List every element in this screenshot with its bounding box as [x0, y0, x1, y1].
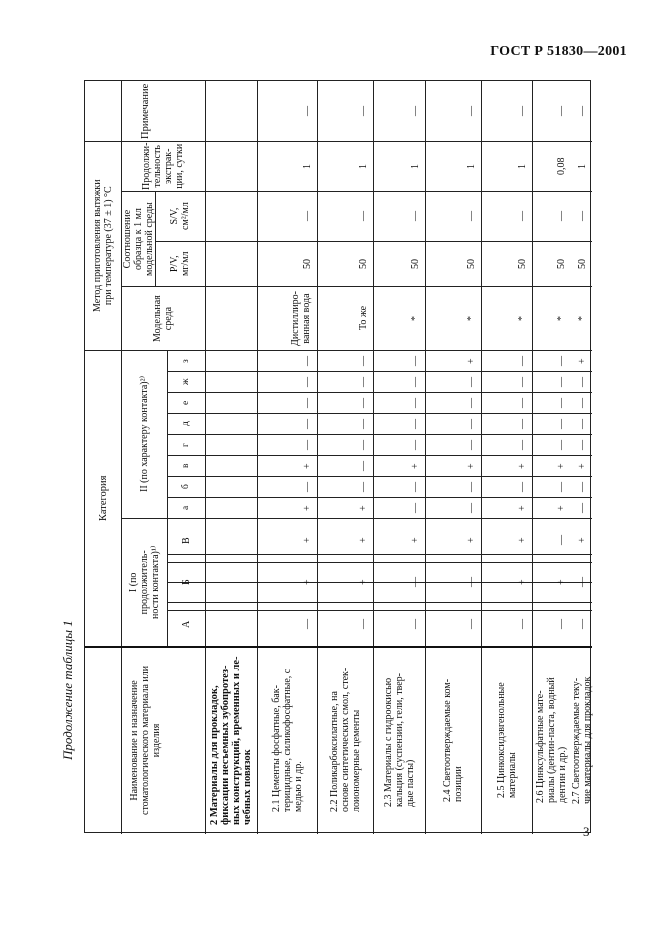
category-mark: —	[465, 439, 477, 450]
row-medium	[577, 316, 588, 321]
rule	[317, 81, 318, 834]
row-name-line: дентин и др.)	[557, 746, 568, 803]
category-i-header	[128, 545, 161, 618]
category-mark: —	[465, 619, 477, 629]
category-ii-header: II (по характеру контакта)²⁾	[138, 375, 150, 492]
row-duration: 0,08	[555, 157, 567, 175]
category-mark: —	[409, 418, 421, 429]
rule	[167, 476, 592, 477]
rule	[167, 392, 592, 393]
category-mark: —	[576, 397, 588, 408]
row-sv: —	[301, 211, 313, 221]
category-header: Категория	[97, 475, 109, 521]
row-sv: —	[409, 211, 421, 221]
category-mark: +	[357, 504, 369, 511]
row-duration: 1	[301, 163, 313, 169]
row-name-line: 2.1 Цементы фосфатные, бак-	[270, 684, 282, 812]
category-mark: —	[516, 355, 528, 366]
category-mark: —	[409, 397, 421, 408]
category-mark: —	[357, 397, 369, 408]
row-note: —	[576, 106, 588, 116]
row-duration: 1	[357, 163, 369, 169]
name-column-header-line: изделия	[150, 723, 162, 757]
ratio-header-line: модельной среды	[143, 201, 155, 276]
row-medium	[466, 316, 477, 321]
medium-header	[152, 295, 174, 342]
rule	[167, 610, 592, 611]
note-header: Примечание	[139, 83, 151, 139]
cat1-sub-Б: Б	[180, 579, 192, 585]
category-mark: —	[516, 397, 528, 408]
category-mark: —	[555, 355, 567, 366]
rule	[167, 562, 592, 563]
row-name-line: 2.3 Материалы с гидроокисью	[382, 677, 394, 807]
row-duration: 1	[516, 163, 528, 169]
category-i-header-line: ности контакта)¹⁾	[149, 545, 161, 619]
pv-header-line: P/V,	[169, 255, 180, 273]
category-mark: —	[465, 376, 477, 387]
row-pv: 50	[555, 258, 567, 269]
category-mark: —	[576, 418, 588, 429]
pv-header	[169, 251, 191, 276]
category-mark: —	[576, 619, 588, 629]
rule	[167, 554, 592, 555]
rule	[205, 81, 206, 834]
rule	[373, 81, 374, 834]
section-2-heading-line: фиксации несъемных зубопротез-	[220, 665, 231, 825]
cat2-sub: а	[180, 505, 191, 510]
row-name	[535, 677, 568, 803]
rule	[167, 371, 592, 372]
row-medium-line: То же	[357, 305, 369, 330]
category-mark: +	[576, 462, 588, 469]
row-note: —	[409, 106, 421, 116]
category-mark: —	[357, 619, 369, 629]
row-name-line: материалы	[506, 752, 518, 798]
category-mark: —	[301, 397, 313, 408]
row-medium	[556, 316, 567, 321]
row-name	[383, 673, 416, 807]
row-sv: —	[465, 211, 477, 221]
category-mark: —	[516, 481, 528, 492]
category-mark: —	[357, 376, 369, 387]
sv-header-line: S/V,	[169, 207, 180, 225]
row-medium-line: *	[576, 315, 588, 321]
rule	[167, 455, 592, 456]
rule	[167, 602, 592, 603]
category-mark: +	[465, 537, 477, 543]
row-sv: —	[357, 211, 369, 221]
category-mark: +	[576, 537, 588, 543]
category-mark: +	[516, 579, 528, 585]
category-mark: —	[516, 376, 528, 387]
sv-header-line: см²/мл	[180, 202, 191, 230]
category-mark: +	[516, 504, 528, 511]
category-mark: —	[409, 577, 421, 587]
row-medium-line: ванная вода	[301, 292, 312, 344]
category-mark: —	[516, 619, 528, 629]
row-medium	[358, 306, 369, 330]
rule	[167, 497, 592, 498]
category-mark: —	[576, 439, 588, 450]
category-mark: —	[555, 418, 567, 429]
rule	[155, 241, 592, 242]
category-mark: +	[465, 462, 477, 469]
row-sv: —	[555, 211, 567, 221]
row-pv: 50	[357, 258, 369, 269]
category-mark: —	[555, 376, 567, 387]
rule	[257, 81, 258, 834]
table-caption: Продолжение таблицы 1	[60, 620, 75, 760]
rule	[425, 81, 426, 834]
row-name-line: 2.7 Светоотверждаемые теку-	[570, 677, 582, 804]
rule	[155, 191, 156, 286]
row-name-line: риалы (дентин-паста, водный	[546, 677, 557, 803]
category-mark: —	[409, 376, 421, 387]
category-mark: —	[576, 481, 588, 492]
row-name	[329, 668, 362, 812]
row-duration: 1	[409, 163, 421, 169]
section-2-heading-line: ных конструкций, временных и ле-	[231, 655, 242, 825]
row-pv: 50	[465, 258, 477, 269]
name-column-header	[129, 665, 162, 814]
category-i-header-line: I (по	[127, 572, 139, 592]
category-mark: +	[555, 504, 567, 511]
row-name	[442, 678, 464, 801]
row-sv: —	[516, 211, 528, 221]
pv-header-line: мг/мл	[180, 251, 191, 276]
category-mark: —	[357, 460, 369, 471]
ratio-header	[122, 202, 155, 276]
category-mark: —	[555, 535, 567, 545]
section-2-heading	[209, 656, 253, 825]
cat2-sub: ж	[180, 378, 191, 385]
cat2-sub: е	[180, 400, 191, 405]
row-medium	[290, 291, 312, 346]
rule	[121, 286, 592, 287]
row-name	[496, 682, 518, 798]
category-mark: +	[301, 462, 313, 469]
category-mark: —	[516, 418, 528, 429]
row-sv: —	[576, 211, 588, 221]
row-name	[571, 676, 593, 803]
table-1-continuation	[84, 80, 591, 833]
category-mark: +	[409, 537, 421, 543]
row-medium	[517, 316, 528, 321]
category-mark: —	[409, 619, 421, 629]
category-mark: —	[301, 376, 313, 387]
category-mark: —	[555, 481, 567, 492]
row-name-line: дые пасты)	[404, 759, 416, 807]
category-mark: —	[576, 502, 588, 513]
duration-header	[141, 142, 185, 189]
row-name-line: позиции	[453, 765, 464, 802]
category-mark: +	[576, 357, 588, 364]
row-name-line: 2.2 Поликарбоксилатные, на	[328, 691, 340, 812]
page-number: 3	[583, 824, 590, 839]
rule	[121, 350, 122, 646]
category-mark: —	[357, 439, 369, 450]
duration-header-line: ции, сутки	[174, 143, 185, 189]
rule	[532, 81, 533, 834]
standard-number: ГОСТ Р 51830—2001	[490, 44, 627, 59]
category-mark: —	[357, 481, 369, 492]
rule	[85, 350, 592, 351]
row-name-line: основе синтетических смол, стек-	[339, 667, 351, 812]
category-mark: —	[555, 397, 567, 408]
rule	[85, 646, 592, 648]
row-name	[271, 668, 304, 811]
rule	[167, 413, 592, 414]
category-mark: —	[465, 481, 477, 492]
category-mark: +	[555, 579, 567, 585]
rule	[481, 81, 482, 834]
category-mark: —	[409, 355, 421, 366]
duration-header-line: экстрак-	[163, 148, 174, 184]
category-mark: —	[409, 502, 421, 513]
cat2-sub: в	[180, 463, 191, 468]
row-duration: 1	[576, 163, 588, 169]
category-mark: —	[357, 418, 369, 429]
method-header	[92, 179, 114, 312]
category-mark: —	[301, 418, 313, 429]
cat2-sub: з	[180, 358, 191, 363]
row-name-line: медью и др.	[292, 760, 304, 812]
cat2-sub: д	[180, 421, 191, 426]
category-mark: —	[409, 481, 421, 492]
category-mark: —	[465, 577, 477, 587]
method-header-line: Метод приготовления вытяжки	[92, 179, 103, 312]
category-mark: —	[301, 439, 313, 450]
medium-header-line: Модельная	[152, 294, 163, 342]
cat2-sub: г	[180, 442, 191, 447]
ratio-header-line: Соотношение	[121, 209, 133, 268]
row-name-line: лоиономерные цементы	[350, 709, 362, 812]
row-name-line: терицидные, силикофосфатные, с	[281, 668, 293, 812]
category-mark: +	[516, 462, 528, 469]
category-mark: —	[357, 355, 369, 366]
category-mark: +	[555, 462, 567, 469]
row-medium-line: *	[555, 315, 567, 321]
rule	[121, 191, 592, 192]
section-2-heading-line: чебных повязок	[242, 748, 253, 825]
method-header-line: при температуре (37 ± 1) °С	[103, 186, 114, 306]
row-pv: 50	[516, 258, 528, 269]
category-mark: —	[555, 439, 567, 450]
sv-header	[169, 202, 191, 230]
row-medium-line: Дистиллиро-	[290, 290, 301, 346]
duration-header-line: Продолжи-	[141, 142, 152, 190]
category-mark: +	[516, 537, 528, 543]
row-medium-line: *	[516, 315, 528, 321]
row-name-line: 2.5 Цинкоксидэвгенольные	[495, 682, 507, 798]
row-note: —	[555, 106, 567, 116]
cat1-sub-В: В	[180, 536, 192, 544]
category-mark: —	[465, 397, 477, 408]
row-name-line: чие материалы для прокладок	[581, 676, 593, 804]
name-column-header-line: Наименование и назначение	[128, 679, 140, 801]
category-mark: +	[301, 537, 313, 543]
rule	[167, 582, 592, 583]
category-mark: —	[409, 439, 421, 450]
category-mark: +	[465, 357, 477, 364]
category-mark: —	[516, 439, 528, 450]
category-mark: +	[357, 579, 369, 585]
category-mark: —	[301, 481, 313, 492]
category-i-header-line: продолжитель-	[138, 549, 150, 614]
category-mark: +	[301, 579, 313, 585]
category-mark: +	[357, 537, 369, 543]
row-duration: 1	[465, 163, 477, 169]
row-note: —	[301, 106, 313, 116]
ratio-header-line: образца к 1 мл	[132, 207, 144, 270]
medium-header-line: среда	[163, 306, 174, 330]
category-mark: —	[301, 355, 313, 366]
row-name-line: кальция (суспензии, гели, твер-	[393, 672, 405, 807]
category-mark: —	[301, 619, 313, 629]
row-pv: 50	[301, 258, 313, 269]
category-mark: —	[576, 577, 588, 587]
row-name-line: 2.6 Цинксульфатные мате-	[535, 690, 546, 803]
category-mark: +	[409, 462, 421, 469]
row-pv: 50	[576, 258, 588, 269]
category-mark: —	[465, 502, 477, 513]
rule	[121, 518, 592, 519]
row-medium-line: *	[409, 315, 421, 321]
category-mark: —	[465, 418, 477, 429]
category-mark: —	[576, 376, 588, 387]
category-mark: +	[301, 504, 313, 511]
cat1-sub-А: А	[180, 620, 192, 628]
row-medium-line: *	[465, 315, 477, 321]
row-medium	[410, 316, 421, 321]
row-pv: 50	[409, 258, 421, 269]
section-2-heading-line: 2 Материалы для прокладок,	[209, 684, 220, 825]
row-note: —	[516, 106, 528, 116]
cat2-sub: б	[180, 484, 191, 489]
row-note: —	[357, 106, 369, 116]
category-mark: —	[555, 619, 567, 629]
rule	[167, 434, 592, 435]
duration-header-line: тельность	[152, 144, 163, 187]
name-column-header-line: стоматологического материала или	[139, 665, 151, 815]
row-note: —	[465, 106, 477, 116]
row-name-line: 2.4 Светоотверждаемые ком-	[442, 678, 453, 802]
